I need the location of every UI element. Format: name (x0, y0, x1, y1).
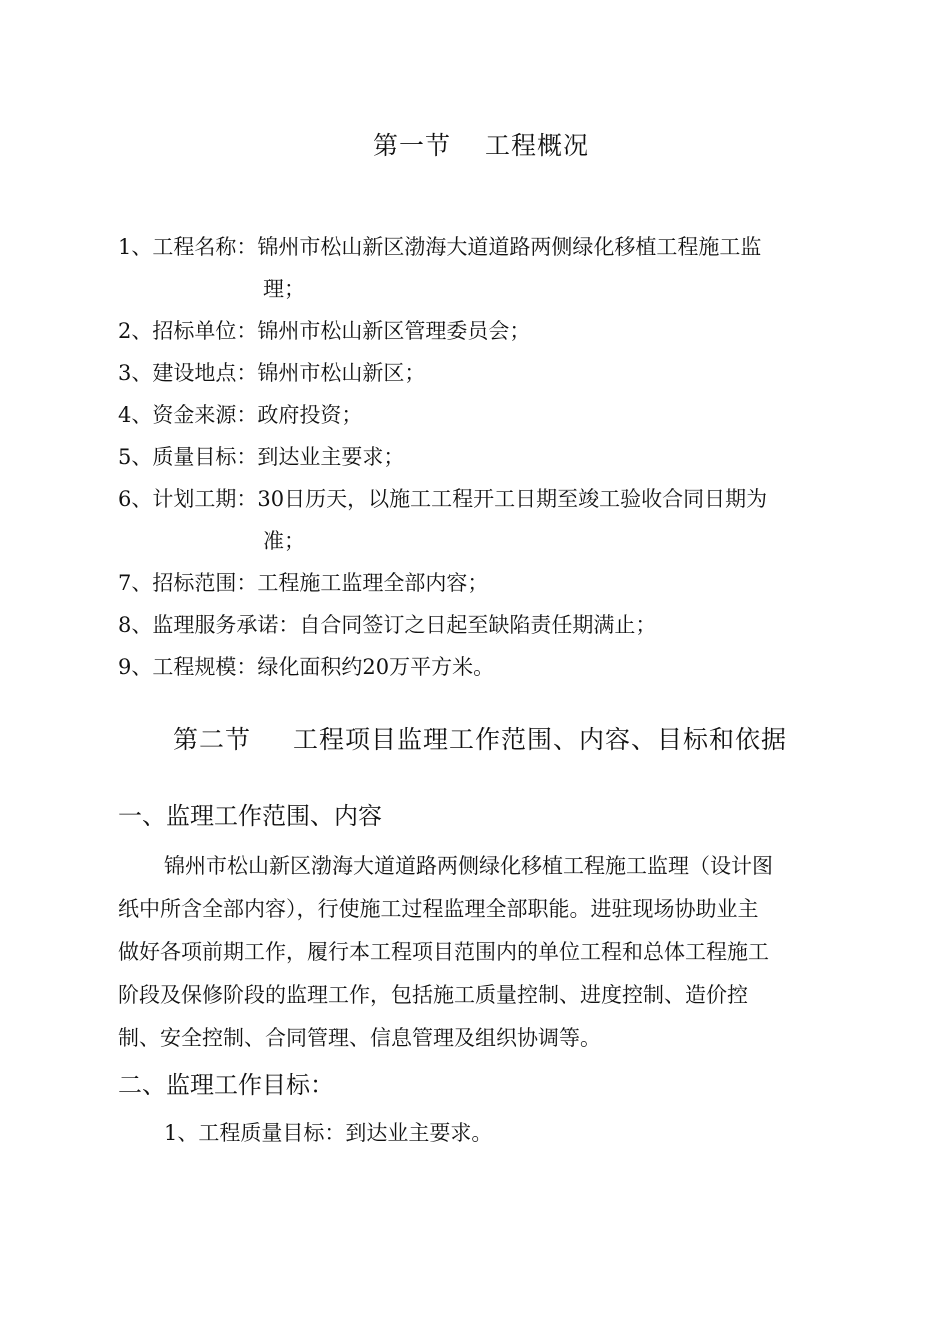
overview-value: 锦州市松山新区； (257, 361, 426, 385)
overview-label: 1、工程名称： (118, 235, 258, 259)
overview-item-1-cont: 理； (263, 277, 305, 301)
overview-label: 9、工程规模： (118, 655, 258, 679)
paragraph-line: 制、安全控制、合同管理、信息管理及组织协调等。 (118, 1026, 601, 1050)
part-2-heading: 二、监理工作目标： (118, 1071, 334, 1099)
overview-label: 4、资金来源： (118, 403, 258, 427)
paragraph-line: 锦州市松山新区渤海大道道路两侧绿化移植工程施工监理（设计图 (164, 854, 773, 878)
overview-value: 自合同签订之日起至缺陷责任期满止； (299, 613, 657, 637)
goal-item: 1、工程质量目标：到达业主要求。 (164, 1121, 493, 1145)
paragraph-line: 做好各项前期工作，履行本工程项目范围内的单位工程和总体工程施工 (118, 940, 769, 964)
overview-item-6-cont: 准； (263, 529, 305, 553)
paragraph-line: 阶段及保修阶段的监理工作，包括施工质量控制、进度控制、造价控 (118, 983, 748, 1007)
overview-item-7 (118, 567, 488, 597)
overview-label: 7、招标范围： (118, 571, 258, 595)
overview-item-4 (118, 399, 362, 429)
overview-value: 工程施工监理全部内容； (257, 571, 489, 595)
section-1-title (373, 126, 589, 162)
section-2-title (173, 720, 787, 756)
overview-value: 绿化面积约20万平方米。 (257, 655, 495, 679)
overview-value: 政府投资； (257, 403, 363, 427)
overview-value: 锦州市松山新区渤海大道道路两侧绿化移植工程施工监 (257, 235, 762, 259)
overview-label: 6、计划工期： (118, 487, 258, 511)
overview-label: 2、招标单位： (118, 319, 258, 343)
overview-value: 到达业主要求； (257, 445, 405, 469)
overview-value: 锦州市松山新区管理委员会； (257, 319, 531, 343)
overview-item-6 (118, 483, 767, 513)
overview-item-3 (118, 357, 425, 387)
overview-item-9 (118, 651, 494, 681)
section-1-heading: 工程概况 (485, 131, 590, 160)
overview-label: 3、建设地点： (118, 361, 258, 385)
overview-item-8 (118, 609, 656, 639)
overview-value: 30日历天，以施工工程开工日期至竣工验收合同日期为 (257, 487, 768, 511)
overview-item-2 (118, 315, 530, 345)
section-1-number: 第一节 (373, 131, 452, 160)
overview-label: 8、监理服务承诺： (118, 613, 300, 637)
paragraph-line: 纸中所含全部内容），行使施工过程监理全部职能。进驻现场协助业主 (118, 897, 759, 921)
part-1-heading: 一、监理工作范围、内容 (118, 802, 382, 830)
overview-item-5 (118, 441, 404, 471)
section-2-heading: 工程项目监理工作范围、内容、目标和依据 (293, 725, 788, 754)
overview-label: 5、质量目标： (118, 445, 258, 469)
section-2-number: 第二节 (173, 725, 252, 754)
overview-item-1 (118, 231, 761, 261)
